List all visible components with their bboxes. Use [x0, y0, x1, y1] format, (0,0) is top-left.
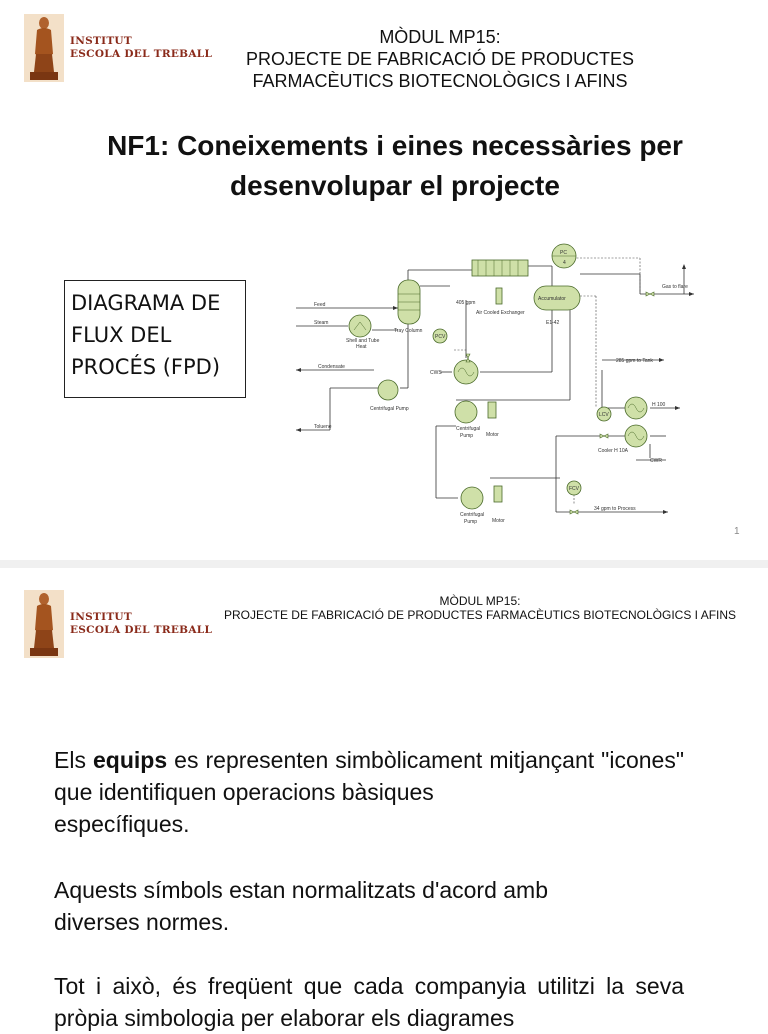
statue-logo-icon: [24, 590, 64, 658]
label-steam: Steam: [314, 320, 329, 326]
label-motor-3: Motor: [492, 518, 505, 524]
title-line-2: desenvolupar el projecte: [230, 170, 560, 201]
label-heat: Heat: [356, 344, 367, 350]
label-motor-2: Motor: [486, 432, 499, 438]
label-pump-2: Pump: [460, 433, 474, 439]
diagram-label-box: [64, 280, 246, 398]
p1-text-end: es representen simbòlicament mitjançant "icones" que identifiquen operacions bàsiques: [54, 747, 684, 805]
label-h100: H 100: [652, 402, 666, 408]
header-line-2: PROJECTE DE FABRICACIÓ DE PRODUCTES: [245, 49, 635, 69]
process-flow-diagram: [290, 238, 700, 528]
slide-divider: [0, 560, 768, 568]
logo-line-1: INSTITUT: [70, 35, 133, 47]
box-line-3: PROCÉS (FPD): [71, 355, 221, 379]
paragraph-standards: [54, 874, 684, 938]
label-pc: PC: [560, 250, 567, 256]
label-lcv: LCV: [599, 412, 609, 418]
label-pcv: PCV: [435, 334, 446, 340]
module-header-2: [210, 594, 750, 622]
p2-last-line: diverses normes.: [54, 909, 230, 935]
page-number: 1: [734, 526, 740, 537]
label-cws: CWS: [430, 370, 442, 376]
institute-logo-2: [24, 590, 212, 658]
module-header: [190, 26, 690, 92]
paragraph-symbology: [54, 970, 684, 1034]
label-tag-e142: E1-42: [546, 320, 560, 326]
label-condensate: Condensate: [318, 364, 345, 370]
header2-line-1: MÒDUL MP15:: [439, 594, 521, 608]
p3-text: Tot i això, és freqüent que cada companyia utilitzi la seva pròpia simbologia per elaborar els diagrames: [54, 973, 684, 1031]
header-line-1: MÒDUL MP15:: [379, 27, 501, 47]
logo2-line-2: ESCOLA DEL TREBALL: [70, 624, 213, 636]
label-cwr: CWR: [650, 458, 662, 464]
label-accumulator: Accumulator: [538, 296, 566, 302]
p2-text: Aquests símbols estan normalitzats d'acord amb: [54, 877, 549, 903]
p1-last-line: específiques.: [54, 811, 190, 837]
label-gpm-to-tank: 285 gpm to Tank: [616, 358, 653, 364]
p1-text-start: Els: [54, 747, 93, 773]
label-air-cooled: Air Cooled Exchanger: [476, 310, 525, 316]
label-shell-tube: Shell and Tube: [346, 338, 380, 344]
label-centrifugal-3: Centrifugal: [460, 512, 485, 518]
title-line-1: NF1: Coneixements i eines necessàries per: [107, 130, 683, 161]
label-gas-to-flare: Gas to flare: [662, 284, 688, 290]
label-feed: Feed: [314, 302, 326, 308]
label-tag-4: 4: [563, 260, 566, 266]
box-line-2: FLUX DEL: [71, 323, 172, 347]
label-centrifugal-pump: Centrifugal Pump: [370, 406, 409, 412]
box-line-1: DIAGRAMA DE: [71, 291, 221, 315]
label-405-gpm: 405 gpm: [456, 300, 476, 306]
label-pump-3: Pump: [464, 519, 478, 525]
header-line-3: FARMACÈUTICS BIOTECNOLÒGICS I AFINS: [252, 71, 628, 91]
p1-bold-equips: equips: [93, 747, 168, 773]
paragraph-equipment: [54, 744, 684, 840]
label-cooler: Cooler H 10A: [598, 448, 629, 454]
slide-title: [30, 126, 760, 206]
label-centrifugal-2: Centrifugal: [456, 426, 481, 432]
logo-line-2: ESCOLA DEL TREBALL: [70, 48, 213, 60]
header2-line-2: PROJECTE DE FABRICACIÓ DE PRODUCTES FARMACÈUTICS BIOTECNOLÒGICS I AFINS: [223, 608, 737, 622]
label-tray-column: Tray Column: [394, 328, 423, 334]
label-fcv: FCV: [569, 486, 579, 492]
label-gpm-to-process: 34 gpm to Process: [594, 506, 636, 512]
institute-logo: [24, 14, 212, 82]
label-toluene: Toluene: [314, 424, 332, 430]
statue-logo-icon: [24, 14, 64, 82]
logo2-line-1: INSTITUT: [70, 611, 133, 623]
